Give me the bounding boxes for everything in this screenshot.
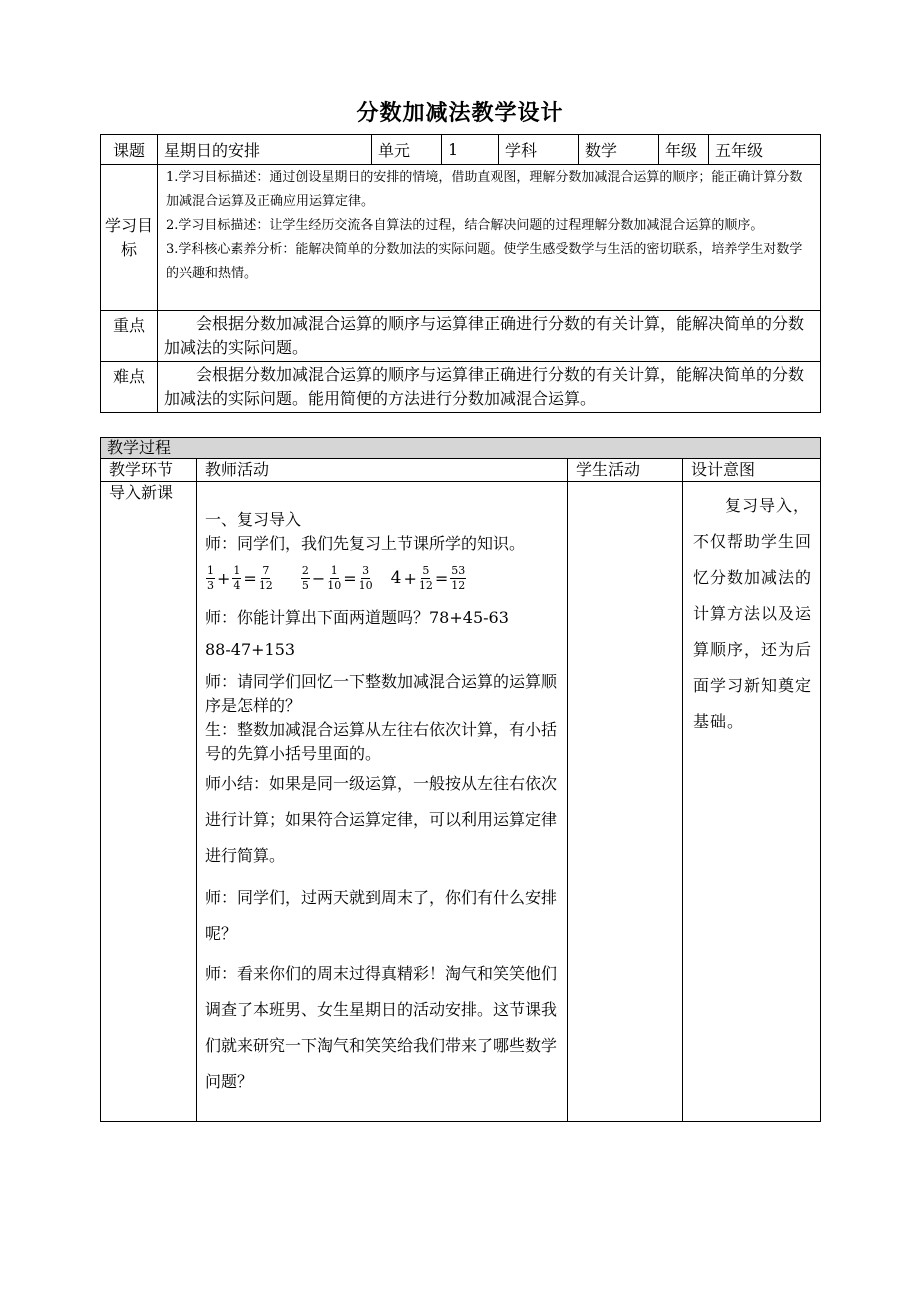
student-activity [568,482,683,1122]
subject-value: 数学 [579,135,659,165]
frac-1a: $\frac{1}{3}$ [207,563,214,592]
header-teacher: 教师活动 [197,459,568,482]
subject-label: 学科 [499,135,579,165]
difficulties-text: 会根据分数加减混合运算的顺序与运算律正确进行分数的有关计算，能解决简单的分数加减法的实际问题。能用简便的方法进行分数加减混合运算。 [158,362,821,413]
teaching-process-table [100,437,821,1122]
objectives-label: 学习目标 [101,165,158,311]
fraction-expressions: $\frac{1}{3}$ + $\frac{1}{4}$ = $\frac{7}{12}$ $\frac{2}{5}$ − $\frac{1}{10}$ = $\frac{3}{10}$ 4 + $\frac{5}{12}$ = $\frac{53}{12}$ [207,563,466,592]
process-band: 教学过程 [101,438,821,459]
student-answer: 生：整数加减混合运算从左往右依次计算，有小括号的先算小括号里面的。 [205,720,558,763]
lesson-intro: 师：看来你们的周末过得真精彩！淘气和笑笑他们调查了本班男、女生星期日的活动安排。这节课我们就来研究一下淘气和笑笑给我们带来了哪些数学问题？ [205,964,558,1091]
objective-2: 2.学习目标描述：让学生经历交流各自算法的过程，结合解决问题的过程理解分数加减混合运算的顺序。 [166,218,764,233]
objective-1: 1.学习目标描述：通过创设星期日的安排的情境，借助直观图，理解分数加减混合运算的顺序；能正确计算分数加减混合运算及正确应用运算定律。 [166,170,803,209]
header-student: 学生活动 [568,459,683,482]
frac-2b: $\frac{1}{10}$ [327,563,342,592]
unit-label: 单元 [372,135,442,165]
design-intent: 复习导入，不仅帮助学生回忆分数加减法的计算方法以及运算顺序，还为后面学习新知奠定基础。 [683,482,821,1122]
course-value: 星期日的安排 [158,135,372,165]
frac-1r: $\frac{7}{12}$ [258,563,273,592]
lesson-info-table [100,134,821,413]
weekend-question: 师：同学们，过两天就到周末了，你们有什么安排呢？ [205,888,558,943]
teacher-activity [197,482,568,1122]
objective-3: 3.学科核心素养分析：能解决简单的分数加法的实际问题。使学生感受数学与生活的密切联系，培养学生对数学的兴趣和热情。 [166,242,803,281]
document-title: 分数加减法教学设计 [356,100,564,126]
header-stage: 教学环节 [101,459,197,482]
frac-2r: $\frac{3}{10}$ [358,563,373,592]
key-points-text: 会根据分数加减混合运算的顺序与运算律正确进行分数的有关计算，能解决简单的分数加减法的实际问题。 [158,311,821,362]
section-heading: 一、复习导入 [205,510,302,529]
review-prompt: 师：同学们，我们先复习上节课所学的知识。 [205,534,526,553]
header-intent: 设计意图 [683,459,821,482]
recall-prompt: 师：请同学们回忆一下整数加减混合运算的运算顺序是怎样的？ [205,672,558,715]
course-label: 课题 [101,135,158,165]
grade-value: 五年级 [709,135,821,165]
difficulties-label: 难点 [101,362,158,413]
frac-3b: $\frac{5}{12}$ [418,563,433,592]
key-points-label: 重点 [101,311,158,362]
frac-2a: $\frac{2}{5}$ [301,563,309,592]
grade-label: 年级 [659,135,709,165]
question-1: 师：你能计算出下面两道题吗？78+45-63 [205,608,509,627]
unit-value: 1 [442,135,499,165]
question-2: 88-47+153 [205,640,296,659]
frac-3r: $\frac{53}{12}$ [451,563,466,592]
objectives-content [158,165,821,311]
teacher-summary: 师小结：如果是同一级运算，一般按从左往右依次进行计算；如果符合运算定律，可以利用运算定律进行简算。 [205,774,558,865]
stage-cell: 导入新课 [101,482,197,1122]
frac-1b: $\frac{1}{4}$ [233,563,241,592]
